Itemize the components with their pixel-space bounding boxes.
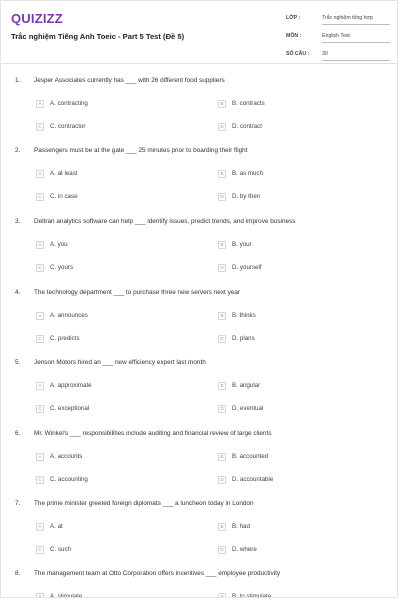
question-text: The management team at Otto Corporation offers incentives ___ employee productivity — [34, 570, 281, 577]
option-letter-box: A — [36, 100, 44, 108]
worksheet-title: Trắc nghiệm Tiếng Anh Toeic - Part 5 Test (Đề 5) — [11, 32, 185, 41]
option-letter-box: B — [218, 453, 226, 461]
option-letter-box: A — [36, 170, 44, 178]
option-text: B. contracts — [232, 100, 265, 107]
option-letter-box: C — [36, 476, 44, 484]
option-b[interactable] — [218, 168, 263, 179]
option-text: D. accountable — [232, 476, 274, 483]
option-text: D. contract — [232, 123, 262, 130]
option-c[interactable] — [36, 121, 85, 132]
option-text: A. contracting — [50, 100, 88, 107]
option-a[interactable] — [36, 451, 82, 462]
option-text: A. at — [50, 523, 63, 530]
option-letter-box: C — [36, 405, 44, 413]
option-letter-box: A — [36, 453, 44, 461]
question-number: 2. — [15, 147, 21, 154]
worksheet-header — [1, 1, 397, 64]
option-c[interactable] — [36, 474, 88, 485]
option-a[interactable] — [36, 168, 78, 179]
meta-row-question-count — [286, 50, 390, 61]
option-text: B. your — [232, 241, 252, 248]
option-b[interactable] — [218, 591, 271, 598]
option-text: C. yours — [50, 264, 74, 271]
meta-label: LỚP : — [286, 15, 301, 21]
option-text: B. angular — [232, 382, 261, 389]
option-a[interactable] — [36, 591, 82, 598]
quizizz-logo: QUIZIZZ — [11, 11, 63, 26]
option-a[interactable] — [36, 521, 63, 532]
question-text: Passengers must be at the gate ___ 25 minutes prior to boarding their flight — [34, 147, 248, 154]
option-letter-box: C — [36, 335, 44, 343]
meta-row-subject — [286, 32, 390, 43]
option-text: B. to stimulate — [232, 593, 272, 598]
option-b[interactable] — [218, 521, 250, 532]
question-number: 1. — [15, 77, 21, 84]
option-letter-box: A — [36, 523, 44, 531]
option-letter-box: B — [218, 523, 226, 531]
question-number: 6. — [15, 430, 21, 437]
question-number: 8. — [15, 570, 21, 577]
meta-info — [286, 14, 390, 68]
meta-row-class — [286, 14, 390, 25]
option-letter-box: B — [218, 593, 226, 599]
question-number: 4. — [15, 289, 21, 296]
option-letter-box: D — [218, 193, 226, 201]
option-c[interactable] — [36, 333, 80, 344]
option-a[interactable] — [36, 98, 88, 109]
question-text: The prime minister greeted foreign diplomats ___ a luncheon today in London — [34, 500, 254, 507]
question-number: 3. — [15, 218, 21, 225]
meta-value: Trắc nghiệm tổng hợp — [322, 14, 390, 25]
option-text: C. predicts — [50, 335, 80, 342]
option-letter-box: D — [218, 476, 226, 484]
option-letter-box: B — [218, 170, 226, 178]
option-a[interactable] — [36, 380, 92, 391]
option-letter-box: A — [36, 241, 44, 249]
option-letter-box: A — [36, 312, 44, 320]
option-letter-box: D — [218, 405, 226, 413]
option-text: A. stimulate — [50, 593, 83, 598]
option-text: C. in case — [50, 193, 78, 200]
option-text: D. eventual — [232, 405, 264, 412]
question-text: Deltran analytics software can help ___ identify issues, predict trends, and improve business — [34, 218, 296, 225]
option-d[interactable] — [218, 544, 257, 555]
option-letter-box: A — [36, 593, 44, 599]
option-c[interactable] — [36, 262, 73, 273]
option-text: D. where — [232, 546, 257, 553]
question-number: 5. — [15, 359, 21, 366]
option-text: C. such — [50, 546, 71, 553]
option-text: D. by then — [232, 193, 261, 200]
option-text: A. announces — [50, 312, 88, 319]
option-a[interactable] — [36, 239, 68, 250]
option-b[interactable] — [218, 451, 268, 462]
option-d[interactable] — [218, 121, 262, 132]
option-a[interactable] — [36, 310, 88, 321]
option-b[interactable] — [218, 239, 252, 250]
option-c[interactable] — [36, 191, 78, 202]
option-text: C. contractor — [50, 123, 86, 130]
option-d[interactable] — [218, 262, 262, 273]
question-text: Jesper Associates currently has ___ with 26 different food suppliers — [34, 77, 225, 84]
option-letter-box: D — [218, 335, 226, 343]
option-letter-box: B — [218, 312, 226, 320]
question-number: 7. — [15, 500, 21, 507]
option-c[interactable] — [36, 403, 89, 414]
option-text: C. exceptional — [50, 405, 90, 412]
meta-value: 30 — [322, 50, 390, 61]
option-text: D. plans — [232, 335, 255, 342]
option-text: A. you — [50, 241, 68, 248]
option-letter-box: B — [218, 241, 226, 249]
option-b[interactable] — [218, 98, 265, 109]
option-c[interactable] — [36, 544, 71, 555]
option-d[interactable] — [218, 333, 255, 344]
option-letter-box: C — [36, 264, 44, 272]
option-text: A. accounts — [50, 453, 83, 460]
option-letter-box: D — [218, 123, 226, 131]
question-text: Jenson Motors hired an ___ new efficiency expert last month — [34, 359, 206, 366]
option-text: A. at least — [50, 170, 78, 177]
option-letter-box: C — [36, 123, 44, 131]
meta-label: SỐ CÂU : — [286, 51, 310, 57]
option-d[interactable] — [218, 191, 260, 202]
option-d[interactable] — [218, 474, 273, 485]
option-text: B. thinks — [232, 312, 256, 319]
option-text: A. approximate — [50, 382, 92, 389]
meta-value: English Test — [322, 32, 390, 43]
option-letter-box: C — [36, 546, 44, 554]
option-b[interactable] — [218, 380, 260, 391]
option-text: B. accounted — [232, 453, 269, 460]
option-letter-box: A — [36, 382, 44, 390]
option-text: B. had — [232, 523, 250, 530]
option-letter-box: D — [218, 546, 226, 554]
option-b[interactable] — [218, 310, 256, 321]
option-letter-box: C — [36, 193, 44, 201]
option-text: D. yourself — [232, 264, 262, 271]
option-letter-box: D — [218, 264, 226, 272]
option-text: C. accounting — [50, 476, 88, 483]
question-text: The technology department ___ to purchase three new servers next year — [34, 289, 241, 296]
question-text: Mr. Winkel's ___ responsibilities include auditing and financial review of large clients — [34, 430, 272, 437]
option-letter-box: B — [218, 100, 226, 108]
option-letter-box: B — [218, 382, 226, 390]
option-text: B. as much — [232, 170, 263, 177]
option-d[interactable] — [218, 403, 263, 414]
meta-label: MÔN : — [286, 33, 302, 39]
